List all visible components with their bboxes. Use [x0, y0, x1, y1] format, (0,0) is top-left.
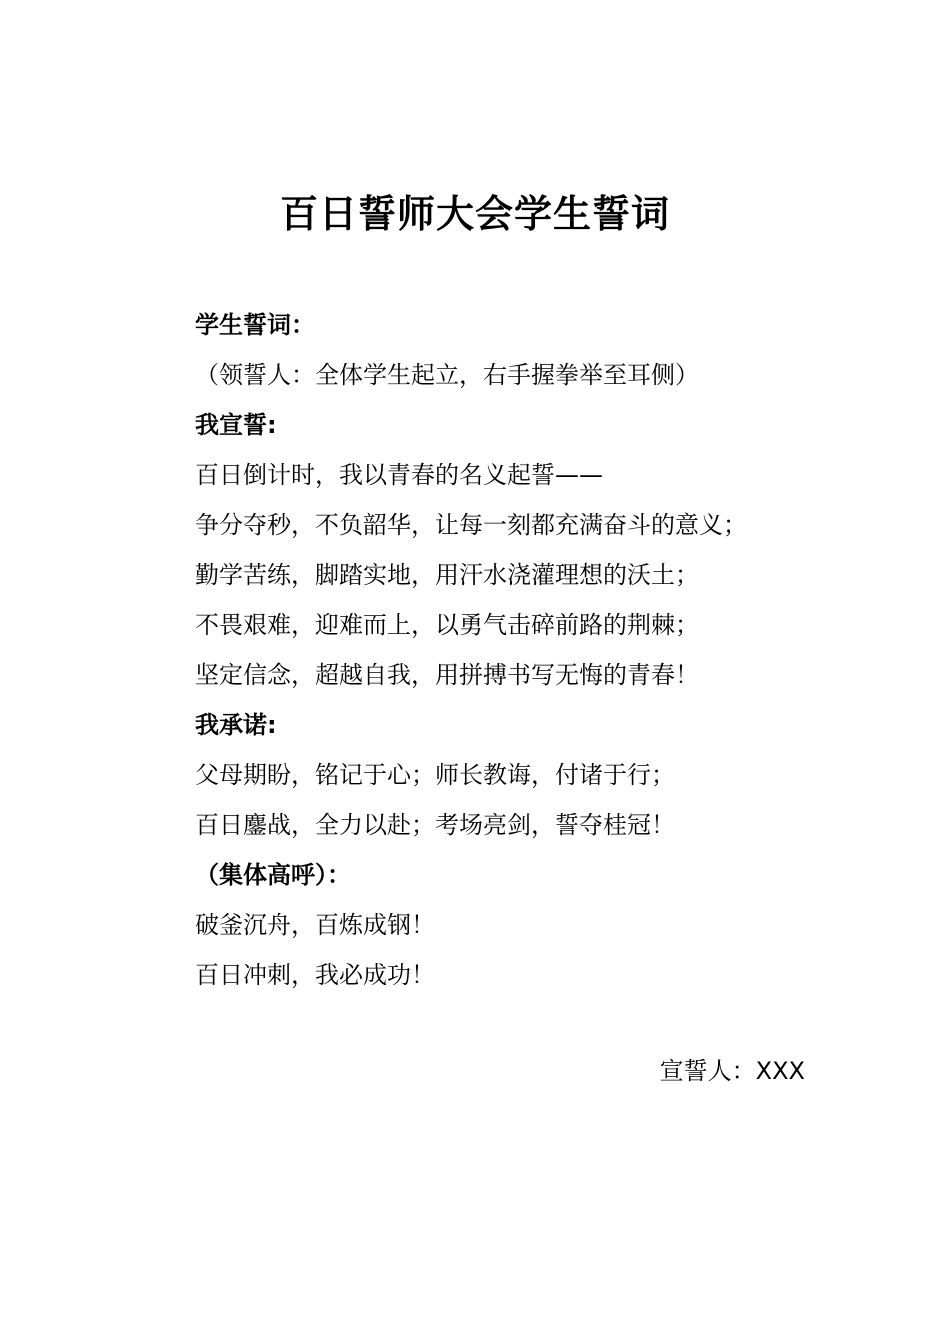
oath-line: 百日鏖战，全力以赴；考场亮剑，誓夺桂冠！ — [195, 811, 675, 839]
oath-line: 百日冲刺，我必成功！ — [195, 961, 435, 989]
oath-line: 破釜沉舟，百炼成钢！ — [195, 911, 435, 939]
section-heading-i-promise: 我承诺: — [195, 711, 277, 739]
section-heading-i-swear: 我宣誓: — [195, 411, 277, 439]
oath-line: 勤学苦练，脚踏实地，用汗水浇灌理想的沃土； — [195, 561, 699, 589]
oath-line: 父母期盼，铭记于心；师长教诲，付诸于行； — [195, 761, 675, 789]
oath-line: 不畏艰难，迎难而上，以勇气击碎前路的荆棘； — [195, 611, 699, 639]
oath-line: （领誓人：全体学生起立，右手握拳举至耳侧） — [195, 361, 699, 389]
oath-line: 百日倒计时，我以青春的名义起誓—— — [195, 461, 603, 489]
section-heading-student-oath: 学生誓词： — [195, 311, 315, 339]
oath-line: 争分夺秒，不负韶华，让每一刻都充满奋斗的意义； — [195, 511, 747, 539]
oath-body — [195, 300, 835, 1000]
signature-line: 宣誓人：XXX — [659, 1057, 805, 1085]
document-title: 百日誓师大会学生誓词 — [279, 192, 670, 236]
oath-line: 坚定信念，超越自我，用拼搏书写无悔的青春！ — [195, 661, 699, 689]
section-heading-collective-shout: （集体高呼）： — [195, 861, 351, 889]
